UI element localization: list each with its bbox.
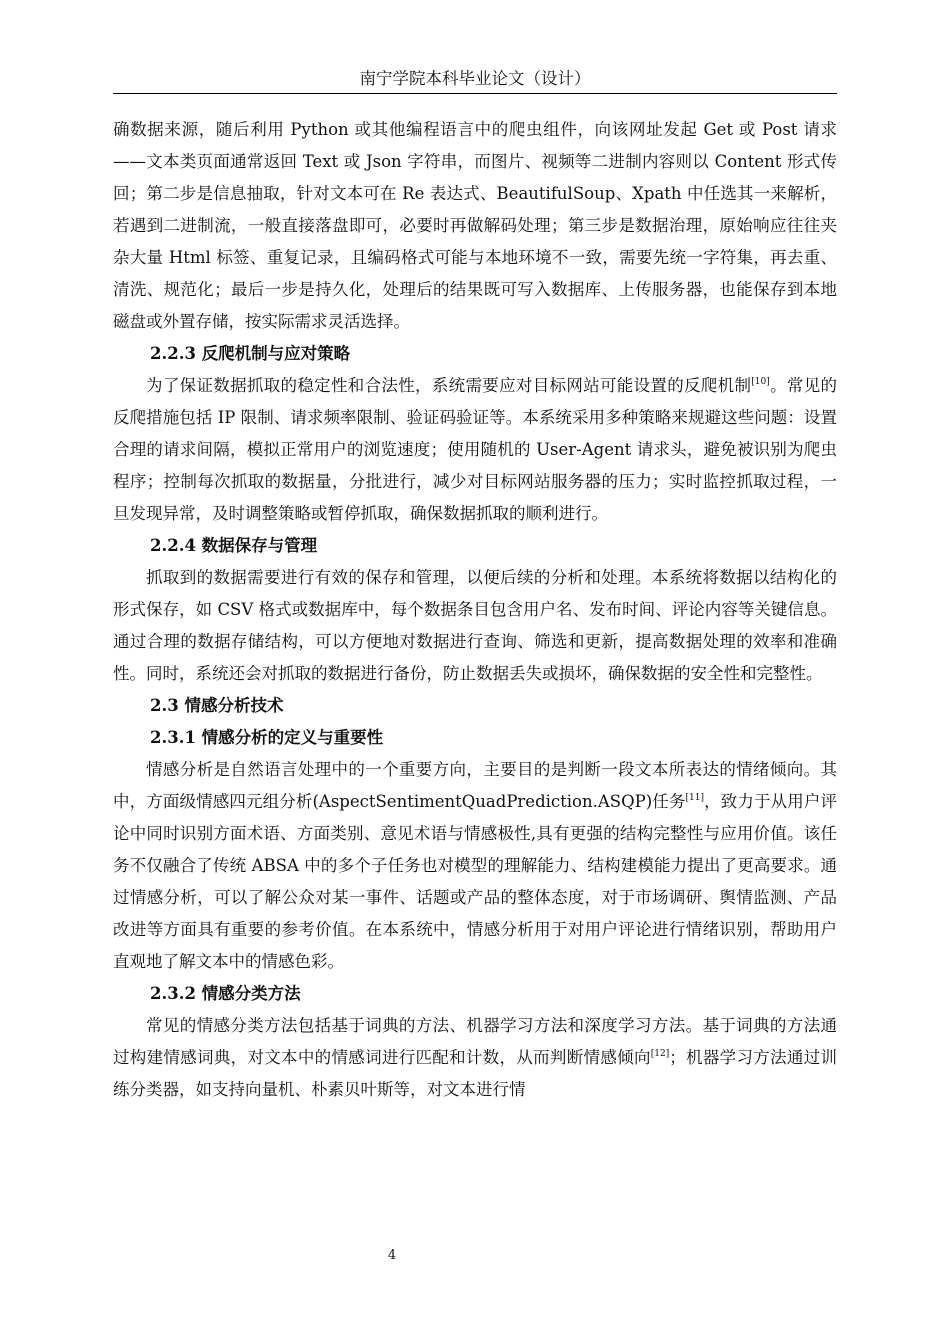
citation-ref[interactable]: [12] (650, 1049, 670, 1059)
paragraph-data-storage: 抓取到的数据需要进行有效的保存和管理，以便后续的分析和处理。本系统将数据以结构化的形式保存，如 CSV 格式或数据库中，每个数据条目包含用户名、发布时间、评论内容等关键信息。通过合理的数据存储结构，可以方便地对数据进行查询、筛选和更新，提高数据处理的效率和准确性。同时，系统还会对抓取的数据进行备份，防止数据丢失或损坏，确保数据的安全性和完整性。 (113, 568, 837, 683)
paragraph-text: ；机器学习方法通过训练分类器，如支持向量机、朴素贝叶斯等，对文本进行情 (113, 1048, 838, 1099)
citation-ref[interactable]: [11] (685, 793, 705, 803)
paragraph-crawler-steps: 确数据来源，随后利用 Python 或其他编程语言中的爬虫组件，向该网址发起 Get 或 Post 请求——文本类页面通常返回 Text 或 Json 字符串，而图片、视频等二进制内容则以 Content 形式传回；第二步是信息抽取，针对文本可在 Re 表达式、BeautifulSoup、Xpath 中任选其一来解析，若遇到二进制流，一般直接落盘即可，必要时再做解码处理；第三步是数据治理，原始响应往往夹杂大量 Html 标签、重复记录，且编码格式可能与本地环境不一致，需要先统一字符集，再去重、清洗、规范化；最后一步是持久化，处理后的结果既可写入数据库、上传服务器，也能保存到本地磁盘或外置存储，按实际需求灵活选择。 (113, 120, 837, 331)
section-heading-2-3-2: 2.3.2 情感分类方法 (150, 984, 301, 1003)
paragraph-anti-crawl (113, 370, 837, 530)
citation-ref[interactable]: [10] (751, 377, 770, 387)
section-heading-2-2-4: 2.2.4 数据保存与管理 (150, 536, 318, 555)
body-text (113, 114, 837, 1106)
section-heading-2-3-1: 2.3.1 情感分析的定义与重要性 (150, 728, 384, 747)
section-heading-2-2-3: 2.2.3 反爬机制与应对策略 (150, 344, 351, 363)
paragraph-text: 为了保证数据抓取的稳定性和合法性，系统需要应对目标网站可能设置的反爬机制 (146, 376, 752, 395)
page-number: 4 (387, 1248, 397, 1263)
paragraph-classification-methods (113, 1010, 837, 1106)
paragraph-sentiment-definition (113, 754, 837, 978)
paragraph-text: 情感分析是自然语言处理中的一个重要方向，主要目的是判断一段文本所表达的情绪倾向。其中，方面级情感四元组分析(AspectSentimentQuadPrediction.ASQP)任务 (113, 760, 837, 811)
paragraph-text: 常见的情感分类方法包括基于词典的方法、机器学习方法和深度学习方法。基于词典的方法通过构建情感词典，对文本中的情感词进行匹配和计数，从而判断情感倾向 (113, 1016, 837, 1067)
paragraph-text: 。常见的反爬措施包括 IP 限制、请求频率限制、验证码验证等。本系统采用多种策略来规避这些问题：设置合理的请求间隔，模拟正常用户的浏览速度；使用随机的 User-Agent 请求头，避免被识别为爬虫程序；控制每次抓取的数据量，分批进行，减少对目标网站服务器的压力；实时监控抓取过程，一旦发现异常，及时调整策略或暂停抓取，确保数据抓取的顺利进行。 (113, 376, 838, 523)
section-heading-2-3: 2.3 情感分析技术 (150, 696, 284, 715)
running-header: 南宁学院本科毕业论文（设计） (113, 68, 837, 94)
paragraph-text: ，致力于从用户评论中同时识别方面术语、方面类别、意见术语与情感极性,具有更强的结构完整性与应用价值。该任务不仅融合了传统 ABSA 中的多个子任务也对模型的理解能力、结构建模能力提出了更高要求。通过情感分析，可以了解公众对某一事件、话题或产品的整体态度，对于市场调研、舆情监测、产品改进等方面具有重要的参考价值。在本系统中，情感分析用于对用户评论进行情绪识别，帮助用户直观地了解文本中的情感色彩。 (113, 792, 837, 971)
